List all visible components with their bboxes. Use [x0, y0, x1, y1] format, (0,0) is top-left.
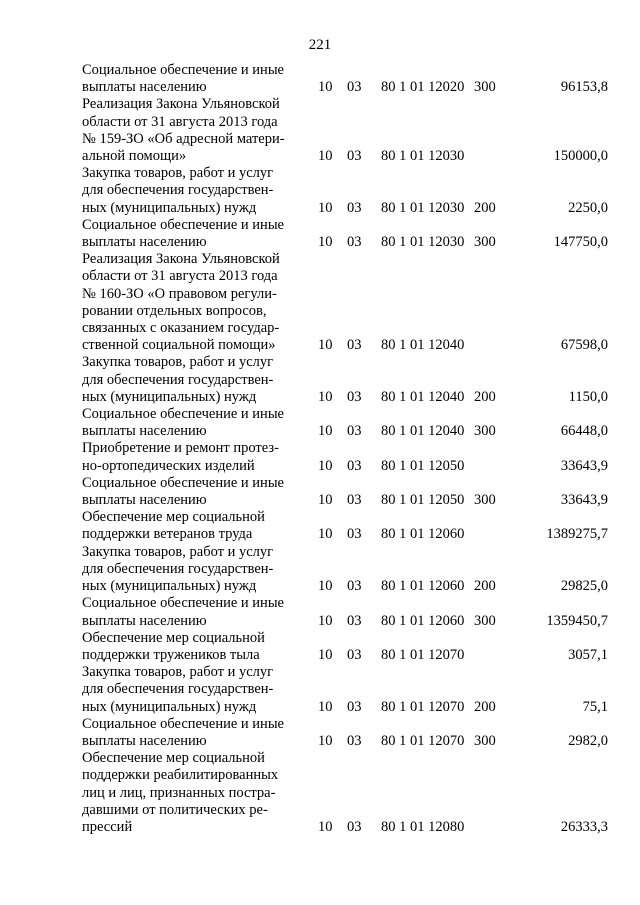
amount-cell: 3057,1	[568, 646, 608, 663]
expense-name	[82, 440, 304, 474]
expense-name-line: Социальное обеспечение и иные	[82, 406, 284, 423]
expense-type-cell: 200	[474, 388, 496, 405]
section-cell: 10	[318, 646, 333, 663]
subsection-cell: 03	[347, 646, 362, 663]
target-code-cell: 80 1 01 12030	[381, 234, 465, 251]
subsection-cell: 03	[347, 79, 362, 96]
table-row	[0, 630, 640, 664]
target-code-cell: 80 1 01 12030	[381, 199, 465, 216]
expense-name-line: ровании отдельных вопросов,	[82, 302, 267, 319]
expense-name-line: Реализация Закона Ульяновской	[82, 96, 280, 113]
subsection-cell: 03	[347, 732, 362, 749]
expense-name-line: выплаты населению	[82, 423, 207, 440]
expense-name-line: связанных с оказанием государ-	[82, 320, 280, 337]
expense-name	[82, 354, 304, 406]
target-code-cell: 80 1 01 12030	[381, 148, 465, 165]
expense-name-line: Социальное обеспечение и иные	[82, 474, 284, 491]
target-code-cell: 80 1 01 12040	[381, 337, 465, 354]
amount-cell: 1389275,7	[546, 526, 608, 543]
section-cell: 10	[318, 337, 333, 354]
expense-name	[82, 217, 304, 251]
section-cell: 10	[318, 148, 333, 165]
section-cell: 10	[318, 818, 333, 835]
expense-name-line: выплаты населению	[82, 612, 207, 629]
expense-name	[82, 595, 304, 629]
expense-name-line: ных (муниципальных) нужд	[82, 199, 257, 216]
section-cell: 10	[318, 79, 333, 96]
subsection-cell: 03	[347, 388, 362, 405]
expense-type-cell: 300	[474, 732, 496, 749]
amount-cell: 66448,0	[560, 423, 608, 440]
expense-name-line: Закупка товаров, работ и услуг	[82, 543, 274, 560]
expense-name-line: лиц и лиц, признанных постра-	[82, 784, 276, 801]
amount-cell: 33643,9	[560, 457, 608, 474]
expense-name-line: для обеспечения государствен-	[82, 371, 274, 388]
target-code-cell: 80 1 01 12020	[381, 79, 465, 96]
expense-name-line: Обеспечение мер социальной	[82, 629, 265, 646]
expense-name-line: области от 31 августа 2013 года	[82, 268, 278, 285]
section-cell: 10	[318, 492, 333, 509]
expense-name-line: прессий	[82, 818, 133, 835]
expense-name	[82, 165, 304, 217]
section-cell: 10	[318, 457, 333, 474]
table-row	[0, 406, 640, 440]
subsection-cell: 03	[347, 612, 362, 629]
table-row	[0, 96, 640, 165]
expense-name-line: для обеспечения государствен-	[82, 681, 274, 698]
table-row	[0, 251, 640, 354]
amount-cell: 2982,0	[568, 732, 608, 749]
expense-name-line: № 159-ЗО «Об адресной матери-	[82, 130, 285, 147]
target-code-cell: 80 1 01 12080	[381, 818, 465, 835]
expense-name	[82, 62, 304, 96]
target-code-cell: 80 1 01 12050	[381, 457, 465, 474]
expense-name-line: поддержки тружеников тыла	[82, 646, 260, 663]
expense-name-line: ственной социальной помощи»	[82, 337, 276, 354]
expense-type-cell: 300	[474, 79, 496, 96]
table-row	[0, 716, 640, 750]
expense-name-line: для обеспечения государствен-	[82, 182, 274, 199]
section-cell: 10	[318, 199, 333, 216]
section-cell: 10	[318, 732, 333, 749]
table-row	[0, 62, 640, 96]
expense-name-line: Закупка товаров, работ и услуг	[82, 165, 274, 182]
table-row	[0, 750, 640, 836]
expense-name-line: давшими от политических ре-	[82, 801, 268, 818]
amount-cell: 2250,0	[568, 199, 608, 216]
expense-name-line: ных (муниципальных) нужд	[82, 388, 257, 405]
expense-name-line: Социальное обеспечение и иные	[82, 62, 284, 78]
expense-name-line: выплаты населению	[82, 234, 207, 251]
subsection-cell: 03	[347, 199, 362, 216]
subsection-cell: 03	[347, 526, 362, 543]
target-code-cell: 80 1 01 12050	[381, 492, 465, 509]
table-row	[0, 544, 640, 596]
expense-name	[82, 251, 304, 354]
amount-cell: 29825,0	[560, 578, 608, 595]
expense-name-line: Закупка товаров, работ и услуг	[82, 354, 274, 371]
expense-type-cell: 300	[474, 492, 496, 509]
amount-cell: 75,1	[582, 698, 608, 715]
subsection-cell: 03	[347, 423, 362, 440]
subsection-cell: 03	[347, 457, 362, 474]
subsection-cell: 03	[347, 337, 362, 354]
expense-name-line: ных (муниципальных) нужд	[82, 578, 257, 595]
expense-name-line: выплаты населению	[82, 732, 207, 749]
section-cell: 10	[318, 234, 333, 251]
expense-name	[82, 509, 304, 543]
section-cell: 10	[318, 578, 333, 595]
expense-name	[82, 475, 304, 509]
subsection-cell: 03	[347, 492, 362, 509]
target-code-cell: 80 1 01 12060	[381, 526, 465, 543]
expense-name-line: области от 31 августа 2013 года	[82, 113, 278, 130]
expense-name-line: Социальное обеспечение и иные	[82, 715, 284, 732]
expense-name-line: Социальное обеспечение и иные	[82, 216, 284, 233]
amount-cell: 33643,9	[560, 492, 608, 509]
target-code-cell: 80 1 01 12040	[381, 423, 465, 440]
expense-name-line: поддержки ветеранов труда	[82, 526, 253, 543]
subsection-cell: 03	[347, 818, 362, 835]
table-row	[0, 664, 640, 716]
target-code-cell: 80 1 01 12060	[381, 578, 465, 595]
amount-cell: 26333,3	[560, 818, 608, 835]
target-code-cell: 80 1 01 12070	[381, 646, 465, 663]
section-cell: 10	[318, 423, 333, 440]
expense-name	[82, 630, 304, 664]
expense-name-line: поддержки реабилитированных	[82, 767, 279, 784]
subsection-cell: 03	[347, 148, 362, 165]
amount-cell: 147750,0	[553, 234, 608, 251]
table-row	[0, 354, 640, 406]
table-row	[0, 217, 640, 251]
expense-type-cell: 200	[474, 698, 496, 715]
subsection-cell: 03	[347, 578, 362, 595]
expense-type-cell: 300	[474, 234, 496, 251]
section-cell: 10	[318, 612, 333, 629]
subsection-cell: 03	[347, 234, 362, 251]
expense-name-line: Социальное обеспечение и иные	[82, 595, 284, 612]
expense-name-line: для обеспечения государствен-	[82, 560, 274, 577]
expense-name-line: но-ортопедических изделий	[82, 457, 255, 474]
table-row	[0, 440, 640, 474]
amount-cell: 1150,0	[568, 388, 608, 405]
table-row	[0, 595, 640, 629]
expense-type-cell: 200	[474, 578, 496, 595]
amount-cell: 150000,0	[553, 148, 608, 165]
section-cell: 10	[318, 388, 333, 405]
expense-name-line: Закупка товаров, работ и услуг	[82, 664, 274, 681]
budget-table	[0, 62, 640, 836]
expense-name-line: альной помощи»	[82, 148, 187, 165]
amount-cell: 67598,0	[560, 337, 608, 354]
expense-type-cell: 300	[474, 423, 496, 440]
expense-name	[82, 96, 304, 165]
expense-name	[82, 664, 304, 716]
table-row	[0, 475, 640, 509]
expense-type-cell: 300	[474, 612, 496, 629]
expense-name-line: Приобретение и ремонт протез-	[82, 440, 279, 457]
expense-name-line: № 160-ЗО «О правовом регули-	[82, 285, 277, 302]
expense-type-cell: 200	[474, 199, 496, 216]
section-cell: 10	[318, 526, 333, 543]
amount-cell: 96153,8	[560, 79, 608, 96]
expense-name	[82, 716, 304, 750]
target-code-cell: 80 1 01 12070	[381, 698, 465, 715]
page-number: 221	[308, 37, 332, 53]
expense-name	[82, 406, 304, 440]
table-row	[0, 509, 640, 543]
target-code-cell: 80 1 01 12060	[381, 612, 465, 629]
expense-name-line: выплаты населению	[82, 492, 207, 509]
expense-name	[82, 544, 304, 596]
expense-name-line: Обеспечение мер социальной	[82, 509, 265, 526]
table-row	[0, 165, 640, 217]
section-cell: 10	[318, 698, 333, 715]
amount-cell: 1359450,7	[546, 612, 608, 629]
expense-name-line: выплаты населению	[82, 79, 207, 96]
expense-name-line: Реализация Закона Ульяновской	[82, 251, 280, 268]
subsection-cell: 03	[347, 698, 362, 715]
target-code-cell: 80 1 01 12040	[381, 388, 465, 405]
target-code-cell: 80 1 01 12070	[381, 732, 465, 749]
expense-name-line: Обеспечение мер социальной	[82, 750, 265, 767]
expense-name	[82, 750, 304, 836]
expense-name-line: ных (муниципальных) нужд	[82, 698, 257, 715]
